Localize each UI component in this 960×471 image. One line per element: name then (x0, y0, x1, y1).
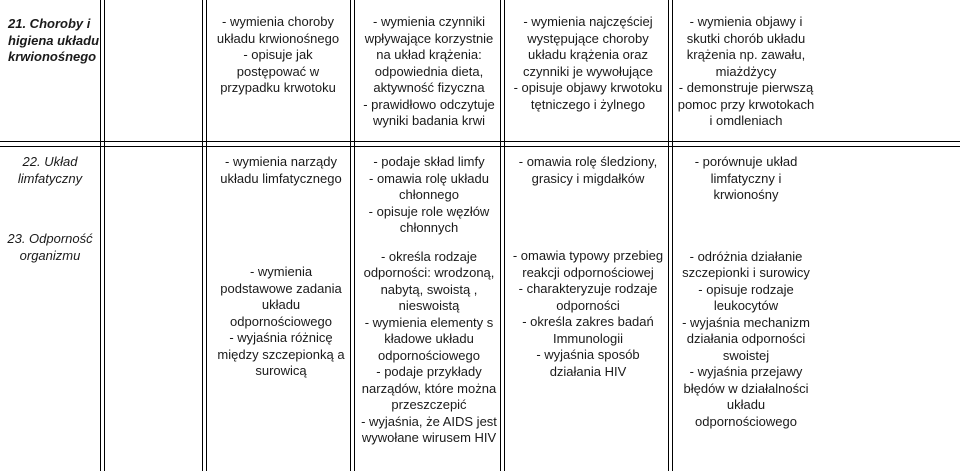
requirement-line: grasicy i migdałków (531, 170, 645, 186)
requirement-cell-col2 (354, 142, 504, 471)
column-divider (350, 0, 351, 471)
requirement-line: - charakteryzuje rodzaje (518, 281, 658, 296)
row-divider (0, 141, 960, 142)
requirement-line: działania HIV (549, 363, 627, 379)
requirement-line: - wyjaśnia różnicę (229, 330, 333, 345)
requirement-line: chłonnych (399, 220, 459, 235)
requirement-line: na układ krążenia: (376, 47, 482, 62)
requirement-line: - wymienia czynniki (373, 14, 485, 29)
requirement-cell-col1 (206, 0, 350, 141)
requirement-line: nieswoistą (398, 298, 460, 313)
requirement-line: kładowe układu (384, 331, 474, 346)
table-row-21 (0, 0, 960, 141)
requirement-line: - omawia rolę układu (369, 170, 489, 186)
requirement-line: odporności (556, 297, 620, 313)
requirement-line: - wyjaśnia sposób (536, 347, 640, 362)
requirement-line: układu krążenia oraz (528, 47, 648, 62)
requirement-line: - wymienia elementy s (364, 314, 494, 330)
requirement-line: krążenia np. zawału, (686, 47, 806, 62)
requirement-line: odpornościowego (695, 413, 797, 429)
topic-cell-21 (0, 0, 100, 141)
topic-cell-22-23 (0, 142, 100, 471)
column-divider (354, 0, 355, 471)
requirement-line: - omawia typowy przebieg (512, 248, 664, 263)
requirement-cell-col1 (206, 142, 356, 471)
column-divider (504, 0, 505, 471)
requirement-line: wyniki badania krwi (373, 113, 485, 128)
topic-line: higiena układu (8, 32, 100, 48)
requirement-line: odpowiednia dieta, (374, 63, 484, 79)
requirement-line: tętniczego i żylnego (530, 96, 646, 112)
table-row-22-23 (0, 142, 960, 471)
requirement-line: - wymienia choroby (222, 14, 334, 29)
requirement-line: wywołane wirusem HIV (361, 430, 497, 445)
requirement-line: - demonstruje pierwszą (678, 80, 814, 95)
column-divider (202, 0, 203, 471)
column-divider (672, 0, 673, 471)
requirement-line: wpływające korzystnie (364, 30, 494, 46)
requirement-line: - określa rodzaje (380, 248, 478, 264)
requirement-line: - wyjaśnia przejawy (689, 364, 803, 379)
topic-line: organizmu (19, 247, 81, 263)
requirement-line: Immunologii (552, 330, 624, 346)
requirement-line: - wyjaśnia, że AIDS jest (361, 413, 497, 429)
requirement-line: - podaje skład limfy (373, 154, 485, 169)
requirement-line: postępować w (236, 63, 320, 79)
requirement-line: narządów, które można (361, 380, 497, 396)
topic-spacer (0, 187, 100, 231)
requirement-line: układu (261, 297, 301, 312)
requirement-line: - prawidłowo odczytuje (363, 96, 495, 112)
requirement-cell-col2 (354, 0, 504, 141)
requirement-line: skutki chorób układu (686, 30, 806, 46)
requirement-line: między szczepionką a (217, 346, 345, 362)
section-spacer (504, 187, 672, 248)
requirement-line: - porównuje układ (694, 154, 798, 169)
requirement-line: występujące choroby (527, 30, 649, 46)
requirement-line: - podaje przykłady (376, 364, 482, 379)
requirement-line: - opisuje jak (243, 47, 313, 62)
column-divider (206, 0, 207, 471)
topic-line: limfatyczny (17, 170, 83, 186)
topic-line: krwionośnego (8, 49, 97, 64)
requirement-line: - opisuje role węzłów (368, 203, 490, 219)
requirement-line: leukocytów (713, 298, 779, 313)
requirement-line: odporności: wrodzoną, (363, 265, 495, 280)
requirement-line: - wyjaśnia mechanizm (682, 314, 810, 330)
requirement-cell-col4 (672, 0, 820, 141)
requirement-line: przeszczepić (391, 397, 467, 412)
requirement-line: - opisuje rodzaje (698, 281, 794, 297)
requirement-line: chłonnego (399, 187, 459, 202)
requirement-line: - omawia rolę śledziony, (518, 154, 658, 169)
topic-line: 21. Choroby i (8, 16, 91, 31)
column-divider (500, 0, 501, 471)
requirement-line: miażdżycy (715, 63, 777, 79)
requirement-line: limfatyczny i (710, 170, 782, 186)
requirement-line: przypadku krwotoku (220, 80, 336, 95)
requirement-line: i omdleniach (709, 113, 783, 128)
requirement-line: układu krwionośnego (216, 30, 340, 46)
requirement-line: pomoc przy krwotokach (677, 96, 815, 112)
column-divider (668, 0, 669, 471)
requirement-line: - wymienia narządy (225, 154, 337, 169)
requirement-line: surowicą (255, 363, 307, 378)
requirement-line: błędów w działalności (683, 380, 809, 396)
topic-line: 23. Odporność (7, 231, 93, 246)
requirement-line: - odróżnia działanie (689, 248, 803, 264)
requirement-line: nabytą, swoistą , (380, 281, 478, 297)
section-spacer (206, 187, 356, 264)
requirement-line: aktywność fizyczna (373, 80, 485, 95)
column-divider (100, 0, 101, 471)
requirement-line: układu limfatycznego (220, 170, 342, 186)
requirement-line: odpornościowego (378, 347, 480, 363)
requirement-line: czynniki je wywołujące (522, 63, 654, 79)
requirement-line: układu (726, 397, 766, 412)
topic-line: 22. Układ (22, 154, 78, 169)
requirement-line: swoistej (722, 347, 770, 363)
requirement-line: - opisuje objawy krwotoku (513, 80, 663, 95)
requirement-cell-col3 (504, 142, 672, 471)
requirement-line: - wymienia objawy i (689, 14, 803, 29)
requirement-line: szczepionki i surowicy (682, 265, 810, 280)
requirement-line: odpornościowego (230, 313, 332, 329)
requirement-cell-col3 (504, 0, 672, 141)
requirement-line: - wymienia najczęściej (523, 14, 653, 29)
section-spacer (354, 237, 504, 249)
requirement-line: krwionośny (713, 187, 779, 202)
requirement-cell-col4 (672, 142, 820, 471)
section-spacer (672, 204, 820, 249)
column-divider (104, 0, 105, 471)
requirement-line: działania odporności (686, 331, 806, 346)
requirement-line: podstawowe zadania (220, 280, 342, 296)
row-divider (0, 146, 960, 147)
requirement-line: reakcji odpornościowej (522, 264, 654, 280)
requirement-line: - określa zakres badań (522, 314, 654, 329)
requirement-line: - wymienia (249, 264, 313, 279)
